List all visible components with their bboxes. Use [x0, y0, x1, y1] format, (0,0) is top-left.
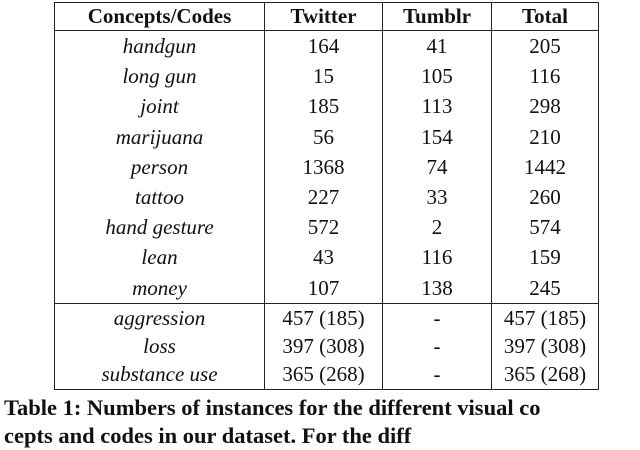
total-cell: 116 — [492, 61, 599, 91]
caption-line-1: Table 1: Numbers of instances for the different visual co — [4, 395, 541, 420]
concept-cell: handgun — [55, 31, 265, 62]
tumblr-cell: - — [383, 332, 492, 360]
tumblr-cell: 113 — [383, 91, 492, 121]
table-row — [55, 61, 599, 91]
tumblr-cell: 154 — [383, 122, 492, 152]
table-row — [55, 212, 599, 242]
total-cell: 210 — [492, 122, 599, 152]
twitter-cell: 164 — [265, 31, 383, 62]
table-row — [55, 152, 599, 182]
table-row — [55, 273, 599, 304]
tumblr-cell: 116 — [383, 242, 492, 272]
total-cell: 205 — [492, 31, 599, 62]
concept-cell: loss — [55, 332, 265, 360]
tumblr-cell: 41 — [383, 31, 492, 62]
table-row — [55, 91, 599, 121]
table-row — [55, 332, 599, 360]
concept-cell: person — [55, 152, 265, 182]
concept-cell: hand gesture — [55, 212, 265, 242]
twitter-cell: 185 — [265, 91, 383, 121]
tumblr-cell: - — [383, 360, 492, 389]
twitter-cell: 43 — [265, 242, 383, 272]
table-row — [55, 360, 599, 389]
total-cell: 397 (308) — [492, 332, 599, 360]
total-cell: 365 (268) — [492, 360, 599, 389]
twitter-cell: 365 (268) — [265, 360, 383, 389]
data-table — [54, 2, 599, 390]
total-cell: 1442 — [492, 152, 599, 182]
tumblr-cell: - — [383, 303, 492, 332]
concept-cell: aggression — [55, 303, 265, 332]
total-cell: 574 — [492, 212, 599, 242]
twitter-cell: 457 (185) — [265, 303, 383, 332]
header-total: Total — [492, 3, 599, 31]
tumblr-cell: 33 — [383, 182, 492, 212]
table-row — [55, 122, 599, 152]
header-concepts: Concepts/Codes — [55, 3, 265, 31]
header-row — [55, 3, 599, 31]
header-twitter: Twitter — [265, 3, 383, 31]
table-row — [55, 303, 599, 332]
caption-line-2: cepts and codes in our dataset. For the diff — [4, 423, 412, 448]
tumblr-cell: 138 — [383, 273, 492, 304]
tumblr-cell: 105 — [383, 61, 492, 91]
twitter-cell: 56 — [265, 122, 383, 152]
tumblr-cell: 2 — [383, 212, 492, 242]
concept-cell: lean — [55, 242, 265, 272]
total-cell: 159 — [492, 242, 599, 272]
concept-cell: substance use — [55, 360, 265, 389]
total-cell: 457 (185) — [492, 303, 599, 332]
concept-cell: money — [55, 273, 265, 304]
table-row — [55, 31, 599, 62]
table-caption — [4, 394, 540, 450]
concept-cell: tattoo — [55, 182, 265, 212]
concept-cell: joint — [55, 91, 265, 121]
twitter-cell: 107 — [265, 273, 383, 304]
twitter-cell: 572 — [265, 212, 383, 242]
twitter-cell: 1368 — [265, 152, 383, 182]
total-cell: 298 — [492, 91, 599, 121]
concept-cell: long gun — [55, 61, 265, 91]
twitter-cell: 397 (308) — [265, 332, 383, 360]
header-tumblr: Tumblr — [383, 3, 492, 31]
tumblr-cell: 74 — [383, 152, 492, 182]
table-row — [55, 242, 599, 272]
table-row — [55, 182, 599, 212]
total-cell: 245 — [492, 273, 599, 304]
concept-cell: marijuana — [55, 122, 265, 152]
twitter-cell: 227 — [265, 182, 383, 212]
twitter-cell: 15 — [265, 61, 383, 91]
total-cell: 260 — [492, 182, 599, 212]
